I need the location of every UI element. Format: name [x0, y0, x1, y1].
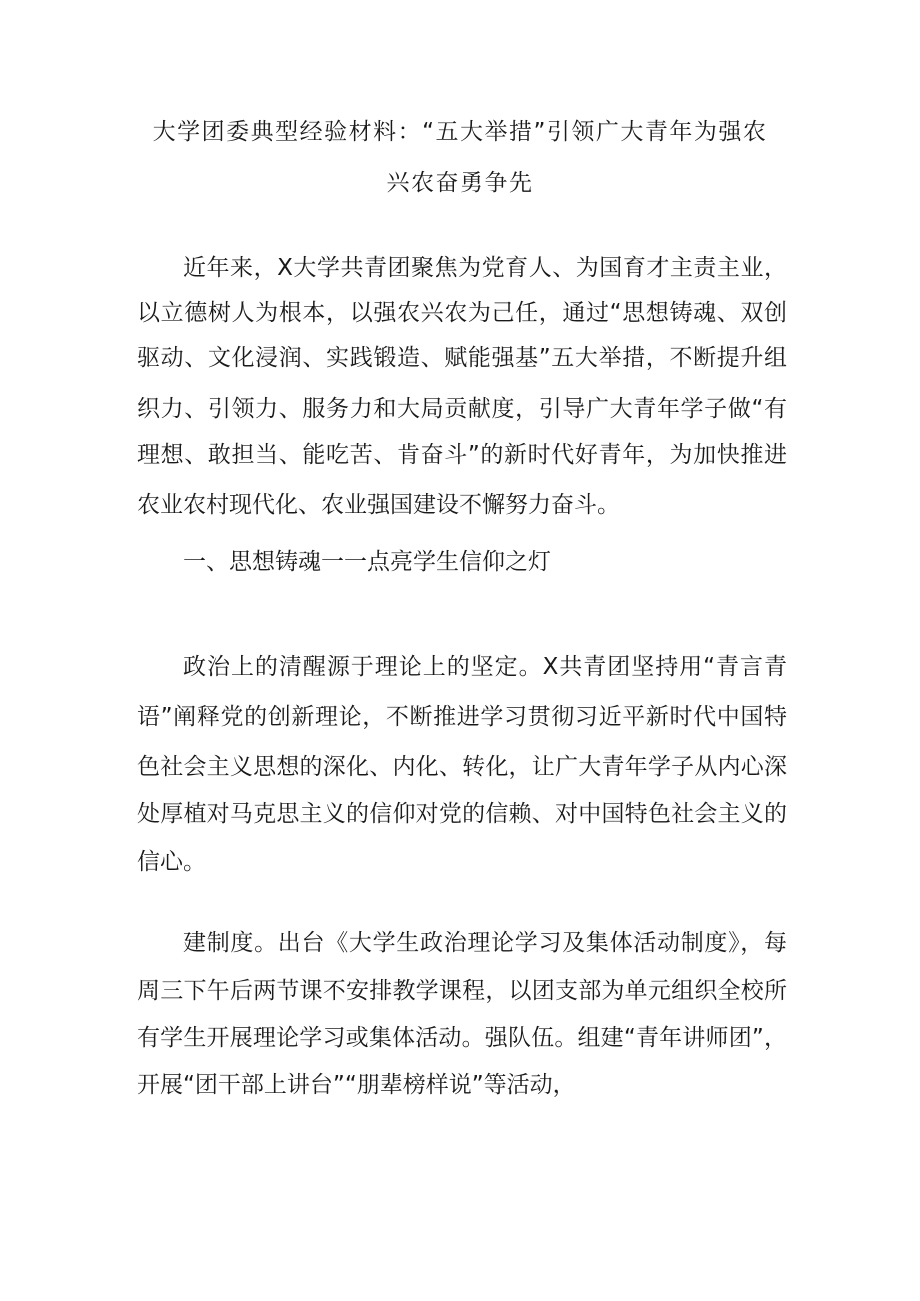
paragraph-line: 有学生开展理论学习或集体活动。强队伍。组建“青年讲师团”，	[137, 1025, 787, 1051]
document-title-line-2: 兴农奋勇争先	[386, 170, 534, 196]
document-title-line-1: 大学团委典型经验材料：“五大举措”引领广大青年为强农	[152, 119, 768, 145]
paragraph-line: 农业农村现代化、农业强国建设不懈努力奋斗。	[137, 492, 620, 518]
paragraph-line: 语”阐释党的创新理论，不断推进学习贯彻习近平新时代中国特	[137, 704, 787, 730]
paragraph-line: 处厚植对马克思主义的信仰对党的信赖、对中国特色社会主义的	[137, 801, 787, 827]
paragraph-line: 色社会主义思想的深化、内化、转化，让广大青年学子从内心深	[137, 754, 787, 780]
paragraph-line: 驱动、文化浸润、实践锻造、赋能强基”五大举措，不断提升组	[137, 345, 787, 371]
paragraph-line: 以立德树人为根本，以强农兴农为己任，通过“思想铸魂、双创	[137, 300, 787, 326]
paragraph-line: 理想、敢担当、能吃苦、肯奋斗”的新时代好青年，为加快推进	[137, 442, 787, 468]
paragraph-line: 信心。	[137, 849, 206, 875]
paragraph-line: 政治上的清醒源于理论上的坚定。X共青团坚持用“青言青	[183, 654, 787, 680]
section-heading: 一、思想铸魂一一点亮学生信仰之灯	[183, 549, 551, 575]
paragraph-line: 近年来，X大学共青团聚焦为党育人、为国育才主责主业，	[183, 255, 787, 281]
paragraph-line: 周三下午后两节课不安排教学课程，以团支部为单元组织全校所	[137, 978, 787, 1004]
paragraph-line: 建制度。出台《大学生政治理论学习及集体活动制度》，每	[183, 930, 787, 956]
paragraph-line: 开展“团干部上讲台”“朋辈榜样说”等活动，	[137, 1072, 576, 1098]
paragraph-line: 织力、引领力、服务力和大局贡献度，引导广大青年学子做“有	[137, 396, 787, 422]
